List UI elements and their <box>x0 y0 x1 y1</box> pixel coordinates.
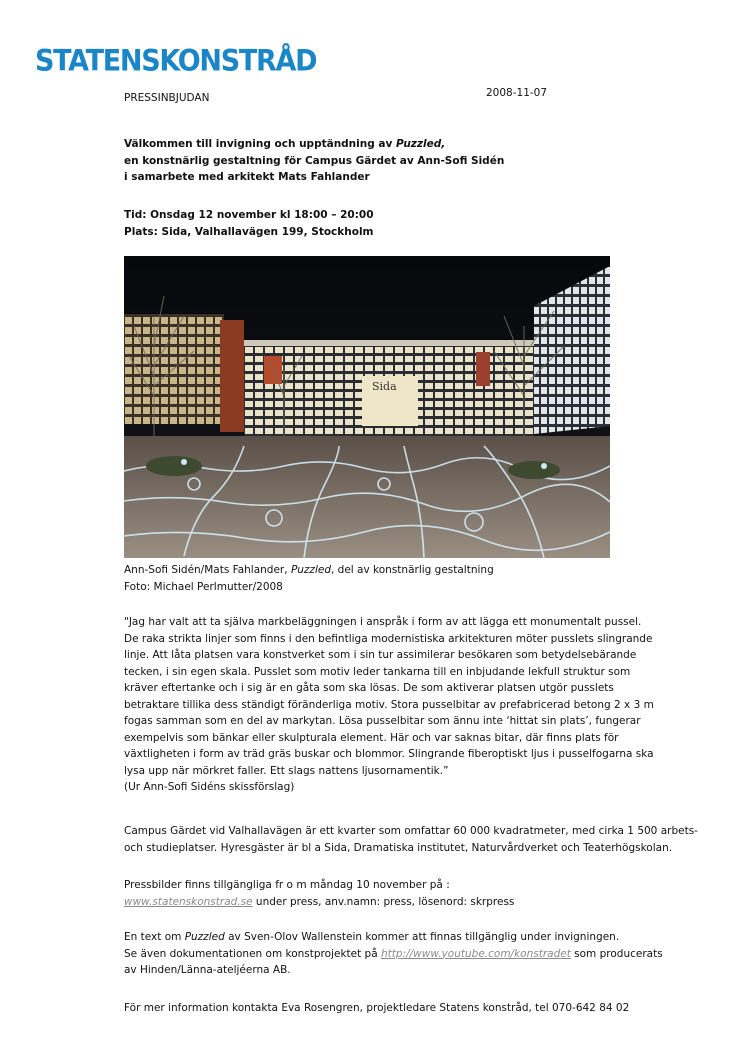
press-paragraph <box>124 877 514 910</box>
caption-title: Puzzled <box>290 564 331 576</box>
photo-caption <box>124 562 494 596</box>
quote-line: tecken, i sin egen skala. Pusslet som motiv leder tankarna till en inbjudande lekfull struktur som <box>124 665 631 678</box>
campus-paragraph <box>124 823 698 856</box>
quote-line: De raka strikta linjer som finns i den befintliga modernistiska arkitekturen möter pusslets slingrande <box>124 632 653 645</box>
quote-line: lysa upp när mörkret faller. Ett slags nattens ljusornamentik.” <box>124 764 449 777</box>
document-date: 2008-11-07 <box>486 87 548 99</box>
event-place: Plats: Sida, Valhallavägen 199, Stockholm <box>124 225 374 238</box>
photo-illustration <box>124 256 610 558</box>
press-credentials: under press, anv.namn: press, lösenord: skrpress <box>252 895 515 908</box>
quote-line: linje. Att låta platsen vara konstverket som i sin tur assimilerar besökaren som betydelsebärande <box>124 649 637 661</box>
event-time: Tid: Onsdag 12 november kl 18:00 – 20:00 <box>124 209 374 221</box>
quote-source: (Ur Ann-Sofi Sidéns skissförslag) <box>124 781 295 793</box>
artist-quote <box>124 614 654 796</box>
text-info-title: Puzzled <box>184 931 225 943</box>
text-info-l2-post: som producerats <box>570 947 663 960</box>
press-link[interactable]: www.statenskonstrad.se <box>124 895 253 908</box>
contact-line <box>124 1000 629 1017</box>
event-details <box>124 207 374 240</box>
invitation-line1-text: Välkommen till invigning och upptändning av <box>124 138 396 150</box>
quote-line: kräver eftertanke och i sig är en gåta som ska lösas. De som aktiverar platsen utgör pusslets <box>124 682 614 694</box>
caption-text-post: , del av konstnärlig gestaltning <box>331 564 494 576</box>
quote-line: "Jag har valt att ta själva markbeläggningen i anspråk i form av att lägga ett monumentalt pussel. <box>124 616 642 628</box>
contact-text: För mer information kontakta Eva Rosengren, projektledare Statens konstråd, tel 070-642 84 02 <box>124 1002 630 1014</box>
text-info-l2-pre: Se även dokumentationen om konstprojektet på <box>124 947 381 960</box>
photo-sign-text: Sida <box>372 380 397 393</box>
text-info-l1-pre: En text om <box>124 931 185 943</box>
campus-line: Campus Gärdet vid Valhallavägen är ett kvarter som omfattar 60 000 kvadratmeter, med cirka 1 500 arbets- <box>124 825 698 837</box>
invitation-line3: i samarbete med arkitekt Mats Fahlander <box>124 171 370 183</box>
invitation-heading <box>124 136 504 186</box>
text-info-l3: av Hinden/Länna-ateljéerna AB. <box>124 964 291 976</box>
quote-line: exempelvis som bänkar eller skulpturala element. Här och var saknas bitar, där finns plats för <box>124 731 619 744</box>
text-info-l1-post: av Sven-Olov Wallenstein kommer att finnas tillgänglig under invigningen. <box>224 931 620 943</box>
photo-credit: Foto: Michael Perlmutter/2008 <box>124 581 283 593</box>
invitation-line2: en konstnärlig gestaltning för Campus Gärdet av Ann-Sofi Sidén <box>124 154 505 167</box>
quote-line: fogas samman som en del av markytan. Lösa pusselbitar som ännu inte ‘hittat sin plats’, fungerar <box>124 715 641 727</box>
quote-line: växtligheten i form av träd gräs buskar och blommor. Slingrande fiberoptiskt ljus i pusselfogarna ska <box>124 748 654 760</box>
youtube-link[interactable]: http://www.youtube.com/konstradet <box>381 947 571 960</box>
quote-line: betraktare tillika dess ständigt föränderliga motiv. Stora pusselbitar av prefabricerad betong 2 x 3 m <box>124 698 654 711</box>
caption-text: Ann-Sofi Sidén/Mats Fahlander, <box>124 564 291 576</box>
press-line1: Pressbilder finns tillgängliga fr o m måndag 10 november på : <box>124 879 450 891</box>
puzzled-photo <box>124 256 610 558</box>
text-info-paragraph <box>124 929 663 979</box>
artwork-title: Puzzled, <box>396 138 446 150</box>
document-label: PRESSINBJUDAN <box>124 92 210 104</box>
campus-line: och studieplatser. Hyresgäster är bl a Sida, Dramatiska institutet, Naturvårdverket och Teaterhögskolan. <box>124 841 673 854</box>
statens-konstrad-logo: STATENSKONSTRÅD <box>35 44 317 79</box>
